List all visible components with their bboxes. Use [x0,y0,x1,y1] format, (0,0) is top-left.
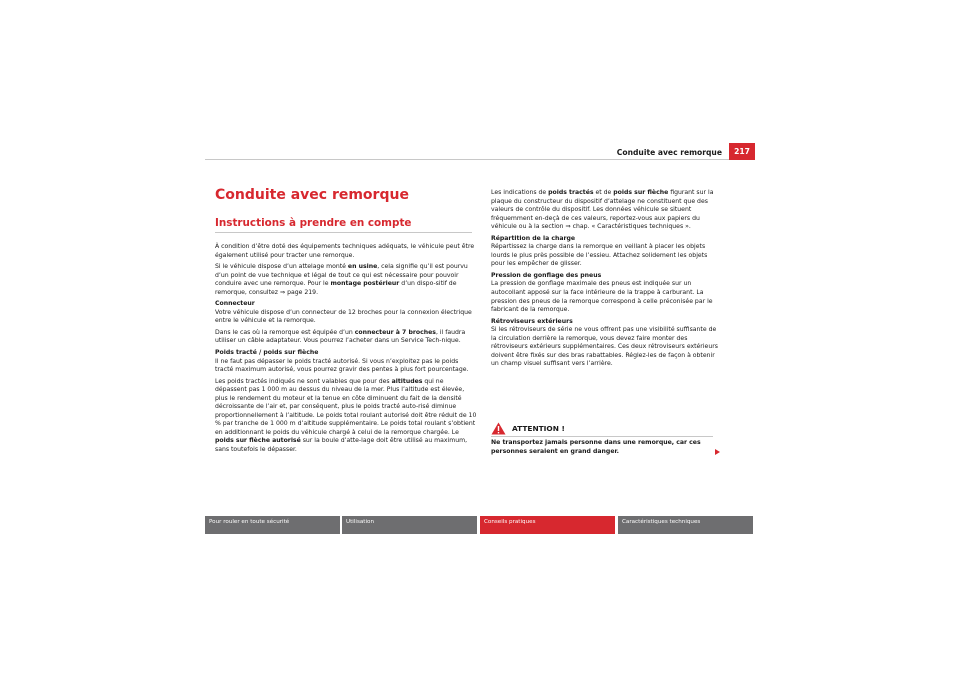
text: Les poids tractés indiqués ne sont valables que pour des [215,377,392,385]
text: sur la boule d’atte-lage doit être utilisé au maximum, sans toutefois le dépasser. [215,437,468,454]
text: , il faudra utiliser un câble adaptateur. Vous pourrez l’acheter dans un Service Tech-nique. [215,328,466,345]
text: Dans le cas où la remorque est équipée d’un [215,328,355,336]
text: Si les rétroviseurs de série ne vous offrent pas une visibilité suffisante de la circulation derrière la remorque, vous devez faire monter des rétroviseurs extérieurs supplémentaires. Ces deux rétroviseurs extérieurs doivent être fixés sur des bras rabattables. Réglez-les de façon à obtenir un champ visuel suffisant vers l’arrière. [491,326,718,368]
warning-title: ATTENTION ! [512,423,565,433]
subheading: Pression de gonflage des pneus [491,271,602,279]
paragraph [491,272,721,315]
footer-tab-label: Pour rouler en toute sécurité [209,519,290,525]
text: Votre véhicule dispose d’un connecteur de 12 broches pour la connexion électrique entre le véhicule et la remorque. [215,308,472,325]
footer-tab-label: Caractéristiques techniques [622,519,701,525]
text: d’un dispo-sitif de remorque, consultez ⇒ page 219. [215,280,457,296]
bold-text: connecteur à 7 broches [354,328,436,336]
paragraph [215,378,477,455]
bold-text: poids tractés [548,189,594,196]
subheading: Répartition de la charge [491,234,576,242]
chapter-title: Conduite avec remorque [215,187,409,203]
text: Il ne faut pas dépasser le poids tracté autorisé. Si vous n’exploitez pas le poids tracté maximum autorisé, vous pourrez gravir des pentes à plus fort pourcentage. [215,357,469,374]
footer-tab-conseils[interactable] [480,516,615,534]
paragraph [215,300,477,326]
text: Répartissez la charge dans la remorque en veillant à placer les objets lourds le plus près possible de l’essieu. Attachez solidement les objets pour les empêcher de glisser. [491,243,708,268]
bold-text: en usine [347,263,378,271]
running-title: Conduite avec remorque [616,148,722,157]
header-rule [205,159,729,160]
footer-tab-label: Conseils pratiques [484,519,536,525]
bold-text: poids sur flèche autorisé [215,437,301,445]
warning-triangle-icon [491,422,506,435]
paragraph [215,263,477,297]
text: figurant sur la plaque du constructeur du dispositif d’attelage ne constituent que des valeurs de contrôle du dispositif. Les données véhicule se situent fréquemment en-deçà de ces valeurs, reportez-vous aux papiers du véhicule ou à la section ⇒ chap. « Caractéristiques techniques ». [491,189,714,231]
warning-header [491,420,713,437]
warning-text: Ne transportez jamais personne dans une remorque, car ces personnes seraient en grand danger. [491,439,701,455]
paragraph [215,329,477,346]
section-title: Instructions à prendre en compte [215,217,412,229]
text: La pression de gonflage maximale des pneus est indiquée sur un autocollant apposé sur la face intérieure de la trappe à carburant. La pression des pneus de la remorque correspond à celle préconisée par le fabricant de la remorque. [491,280,713,314]
warning-box [491,420,713,456]
page-number-badge [729,143,755,160]
subheading: Connecteur [215,300,255,308]
paragraph [491,318,721,369]
text: Si le véhicule dispose d’un attelage monté [215,263,348,271]
paragraph [215,349,477,375]
continue-arrow-icon [715,449,720,455]
footer-tab-caracteristiques[interactable] [618,516,753,534]
bold-text: altitudes [391,377,423,385]
footer-tab-utilisation[interactable] [342,516,477,534]
text: , cela signifie qu’il est pourvu d’un point de vue technique et légal de tout ce qui est nécessaire pour pouvoir conduire avec une remorque. Pour le [215,263,468,288]
subheading: Poids tracté / poids sur flèche [215,349,319,357]
paragraph [491,235,721,269]
subheading: Rétroviseurs extérieurs [491,317,573,325]
text: Les indications de [491,189,549,196]
bold-text: poids sur flèche [613,189,669,196]
text: et de [593,189,614,196]
section-rule [215,232,472,233]
text: qui ne dépassent pas 1 000 m au dessus du niveau de la mer. Plus l’altitude est élevée, plus le rendement du moteur et la tenue en côte diminuent du fait de la densité décroissante de l’air et, par conséquent, plus le poids tracté auto-risé diminue proportionnellement à l’altitude. Le poids total roulant autorisé doit être réduit de 10 % par tranche de 1 000 m d’altitude supplémentaire. Le poids total roulant s’obtient en additionnant le poids du véhicule chargé à celui de la remorque chargée. Le [215,377,477,436]
bold-text: montage postérieur [330,280,400,288]
column-right [491,189,721,372]
page-number: 217 [734,147,750,156]
footer-tab-label: Utilisation [346,519,375,525]
paragraph: À condition d’être doté des équipements techniques adéquats, le véhicule peut être également utilisé pour tracter une remorque. [215,243,475,259]
footer-tab-securite[interactable] [205,516,340,534]
paragraph [491,189,721,232]
column-left [215,243,477,458]
